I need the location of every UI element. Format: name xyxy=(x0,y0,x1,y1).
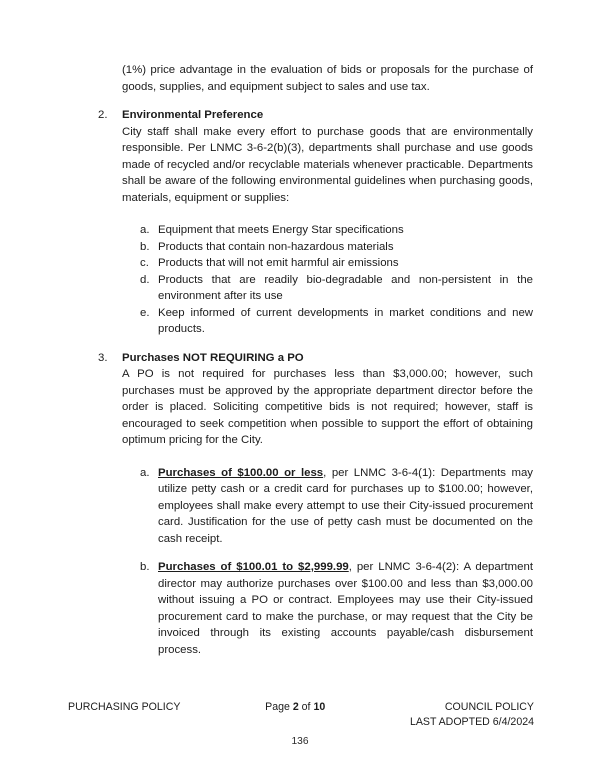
list-item-text: Products that will not emit harmful air emissions xyxy=(158,257,399,269)
list-item-lead: Purchases of $100.01 to $2,999.99 xyxy=(158,561,349,573)
section-body: City staff shall make every effort to purchase goods that are environmentally responsible. Per LNMC 3-6-2(b)(3), departments shall purchase and use goods made of recycled and/or recyclable materials whenever practicable. Departments shall be aware of the following environmental guidelines when purchasing goods, materials, equipment or supplies: xyxy=(122,125,533,204)
page-footer xyxy=(68,700,534,730)
list-item-rest: , per LNMC 3-6-4(1): Departments may utilize petty cash or a credit card for purchases up to $100.00; however, employees shall make every attempt to use their City-issued procurement card. Justification for the use of petty cash must be documented on the cash receipt. xyxy=(158,466,533,545)
footer-last-adopted: LAST ADOPTED 6/4/2024 xyxy=(409,716,534,728)
list-item-text: Products that are readily bio-degradable and non-persistent in the environment after its use xyxy=(158,273,533,302)
list-item-letter: d. xyxy=(140,273,150,286)
list-item xyxy=(140,559,533,658)
list-item xyxy=(140,305,533,338)
footer-page-prefix: Page xyxy=(265,701,293,713)
section-content xyxy=(122,107,533,338)
intro-paragraph: (1%) price advantage in the evaluation of bids or proposals for the purchase of goods, supplies, and equipment subject to sales and use tax. xyxy=(122,64,533,93)
purchase-thresholds-list xyxy=(140,465,533,659)
section-environmental-preference xyxy=(98,107,533,338)
section-number: 3. xyxy=(98,351,108,364)
list-item-lead: Purchases of $100.00 or less xyxy=(158,466,324,479)
footer-document-title: PURCHASING POLICY xyxy=(68,701,181,713)
section-title: Purchases NOT REQUIRING a PO xyxy=(122,351,304,364)
footer-page-total: 10 xyxy=(313,701,326,713)
section-number: 2. xyxy=(98,109,108,121)
section-title: Environmental Preference xyxy=(122,109,264,121)
section-content xyxy=(122,350,533,659)
section-purchases-not-requiring-po xyxy=(98,350,533,659)
footer-council-policy: COUNCIL POLICY xyxy=(444,701,534,713)
list-item-letter: e. xyxy=(140,306,150,319)
list-item-text: Equipment that meets Energy Star specifications xyxy=(158,224,404,236)
list-item-text xyxy=(158,559,533,658)
list-item-letter: b. xyxy=(140,240,150,253)
list-item-letter: a. xyxy=(140,466,150,479)
environmental-guidelines-list xyxy=(140,222,533,338)
list-item xyxy=(140,239,533,256)
list-item-rest: , per LNMC 3-6-4(2): A department director may authorize purchases over $100.00 and less than $3,000.00 without issuing a PO or contract. Employees may use their City-issued procurement card to make the purchase, or may request that the City be invoiced through its existing accounts payable/cash disbursement process. xyxy=(158,561,533,656)
list-item xyxy=(140,255,533,272)
footer-page-current: 2 xyxy=(292,701,299,713)
section-body: A PO is not required for purchases less than $3,000.00; however, such purchases must be approved by the appropriate department director before the order is placed. Soliciting competitive bids is not required; however, staff is encouraged to seek competition when possible to support the effort of obtaining optimum pricing for the City. xyxy=(122,368,533,446)
footer-page-indicator xyxy=(265,700,325,715)
list-item xyxy=(140,465,533,548)
document-page-number: 136 xyxy=(291,736,309,747)
list-item-letter: c. xyxy=(140,257,149,269)
footer-policy-info xyxy=(410,700,534,730)
list-item-letter: a. xyxy=(140,224,150,236)
list-item-text: Products that contain non-hazardous materials xyxy=(158,240,394,253)
list-item-letter: b. xyxy=(140,561,150,573)
list-item-text xyxy=(158,465,533,548)
footer-page-of: of xyxy=(298,701,314,713)
list-item-text: Keep informed of current developments in market conditions and new products. xyxy=(158,306,533,335)
list-item xyxy=(140,222,533,239)
list-item xyxy=(140,272,533,305)
